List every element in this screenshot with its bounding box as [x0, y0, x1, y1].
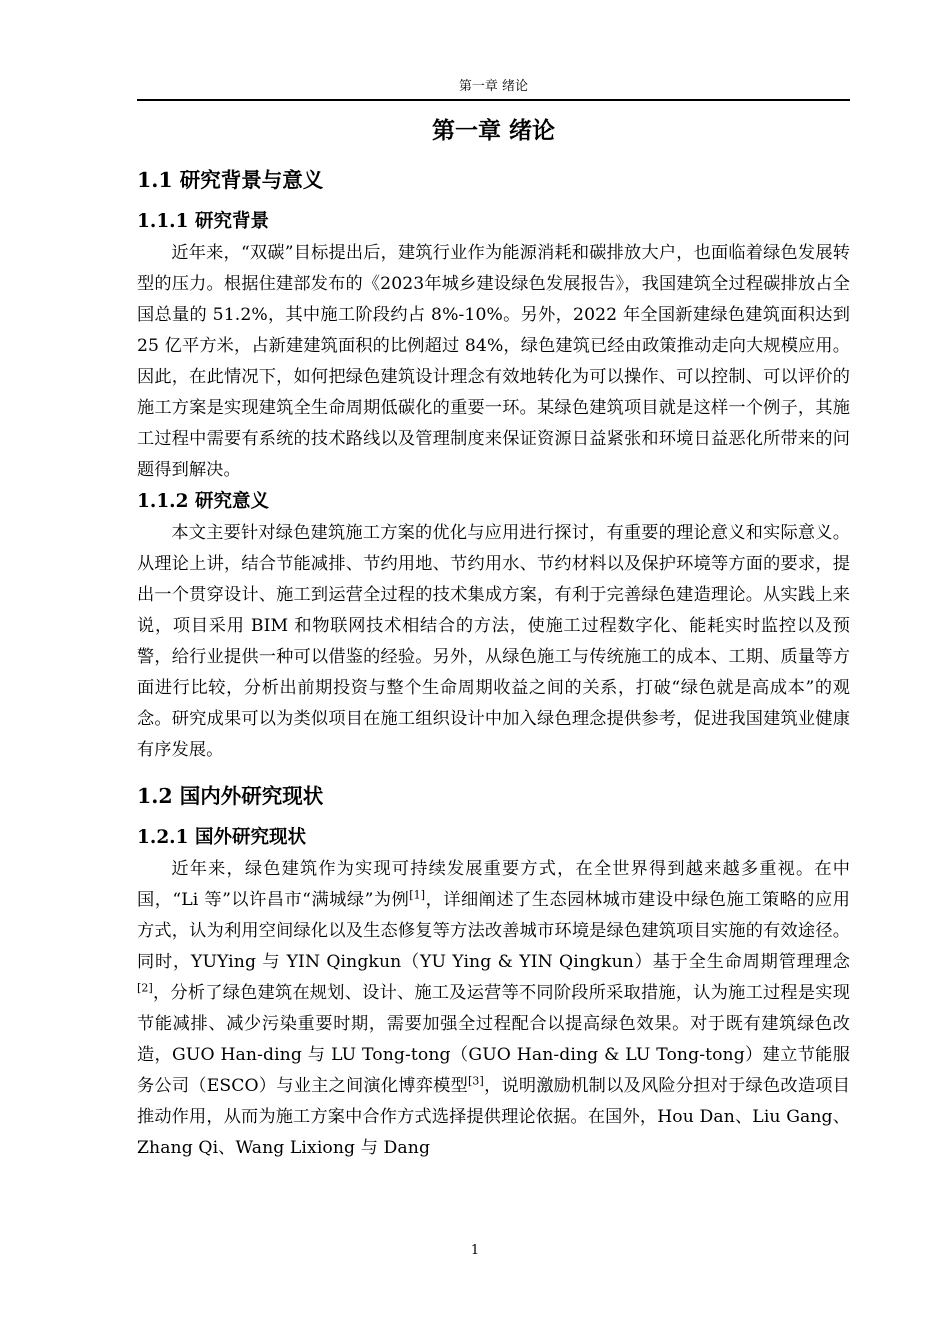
- section-1-2-heading: 1.2 国内外研究现状: [137, 784, 324, 808]
- header-rule: [137, 99, 850, 101]
- paragraph-text: ，说明激励机制以及风险分担对于绿色改造项目推动作用，从而为施工方案中合作方式选择提供理论依据。在国外，Hou Dan、Liu Gang、Zhang Qi、Wang Lixiong 与 Dang: [137, 1076, 850, 1158]
- page-number: 1: [470, 1243, 480, 1258]
- research-background-paragraph: 近年来，“双碳”目标提出后，建筑行业作为能源消耗和碳排放大户，也面临着绿色发展转型的压力。根据住建部发布的《2023年城乡建设绿色发展报告》，我国建筑全过程碳排放占全国总量的 51.2%，其中施工阶段约占 8%-10%。另外，2022 年全国新建绿色建筑面积达到 25 亿平方米，占新建建筑面积的比例超过 84%，绿色建筑已经由政策推动走向大规模应用。因此，在此情况下，如何把绿色建筑设计理念有效地转化为可以操作、可以控制、可以评价的施工方案是实现建筑全生命周期低碳化的重要一环。某绿色建筑项目就是这样一个例子，其施工过程中需要有系统的技术路线以及管理制度来保证资源日益紧张和环境日益恶化所带来的问题得到解决。: [137, 243, 850, 480]
- section-1-1-heading: 1.1 研究背景与意义: [137, 168, 324, 192]
- section-1-1-1-heading: 1.1.1 研究背景: [137, 211, 269, 232]
- paragraph-text: ，详细阐述了生态园林城市建设中绿色施工策略的应用方式，认为利用空间绿化以及生态修复等方法改善城市环境是绿色建筑项目实施的有效途径。同时，YUYing 与 YIN Qingkun（YU Ying & YIN Qingkun）基于全生命周期管理理念: [137, 890, 850, 972]
- foreign-research-paragraph: [137, 854, 850, 1164]
- section-1-1-2-heading: 1.1.2 研究意义: [137, 491, 269, 512]
- running-header: 第一章 绪论: [458, 79, 529, 94]
- citation-1: [1]: [409, 888, 426, 902]
- paragraph-text: 近年来，绿色建筑作为实现可持续发展重要方式，在全世界得到越来越多重视。在中国，“Li 等”以许昌市“满城绿”为例: [137, 859, 850, 910]
- section-1-2-1-heading: 1.2.1 国外研究现状: [137, 827, 306, 848]
- chapter-title: 第一章 绪论: [431, 117, 555, 144]
- page-content: [137, 112, 850, 1164]
- research-significance-paragraph: 本文主要针对绿色建筑施工方案的优化与应用进行探讨，有重要的理论意义和实际意义。从理论上讲，结合节能减排、节约用地、节约用水、节约材料以及保护环境等方面的要求，提出一个贯穿设计、施工到运营全过程的技术集成方案，有利于完善绿色建造理论。从实践上来说，项目采用 BIM 和物联网技术相结合的方法，使施工过程数字化、能耗实时监控以及预警，给行业提供一种可以借鉴的经验。另外，从绿色施工与传统施工的成本、工期、质量等方面进行比较，分析出前期投资与整个生命周期收益之间的关系，打破“绿色就是高成本”的观念。研究成果可以为类似项目在施工组织设计中加入绿色理念提供参考，促进我国建筑业健康有序发展。: [137, 523, 850, 760]
- citation-3: [3]: [468, 1074, 484, 1088]
- paragraph-text: ，分析了绿色建筑在规划、设计、施工及运营等不同阶段所采取措施，认为施工过程是实现节能减排、减少污染重要时期，需要加强全过程配合以提高绿色效果。对于既有建筑绿色改造，GUO Han-ding 与 LU Tong-tong（GUO Han-ding & LU Tong-tong）建立节能服务公司（ESCO）与业主之间演化博弈模型: [137, 983, 850, 1096]
- citation-2: [2]: [137, 981, 153, 995]
